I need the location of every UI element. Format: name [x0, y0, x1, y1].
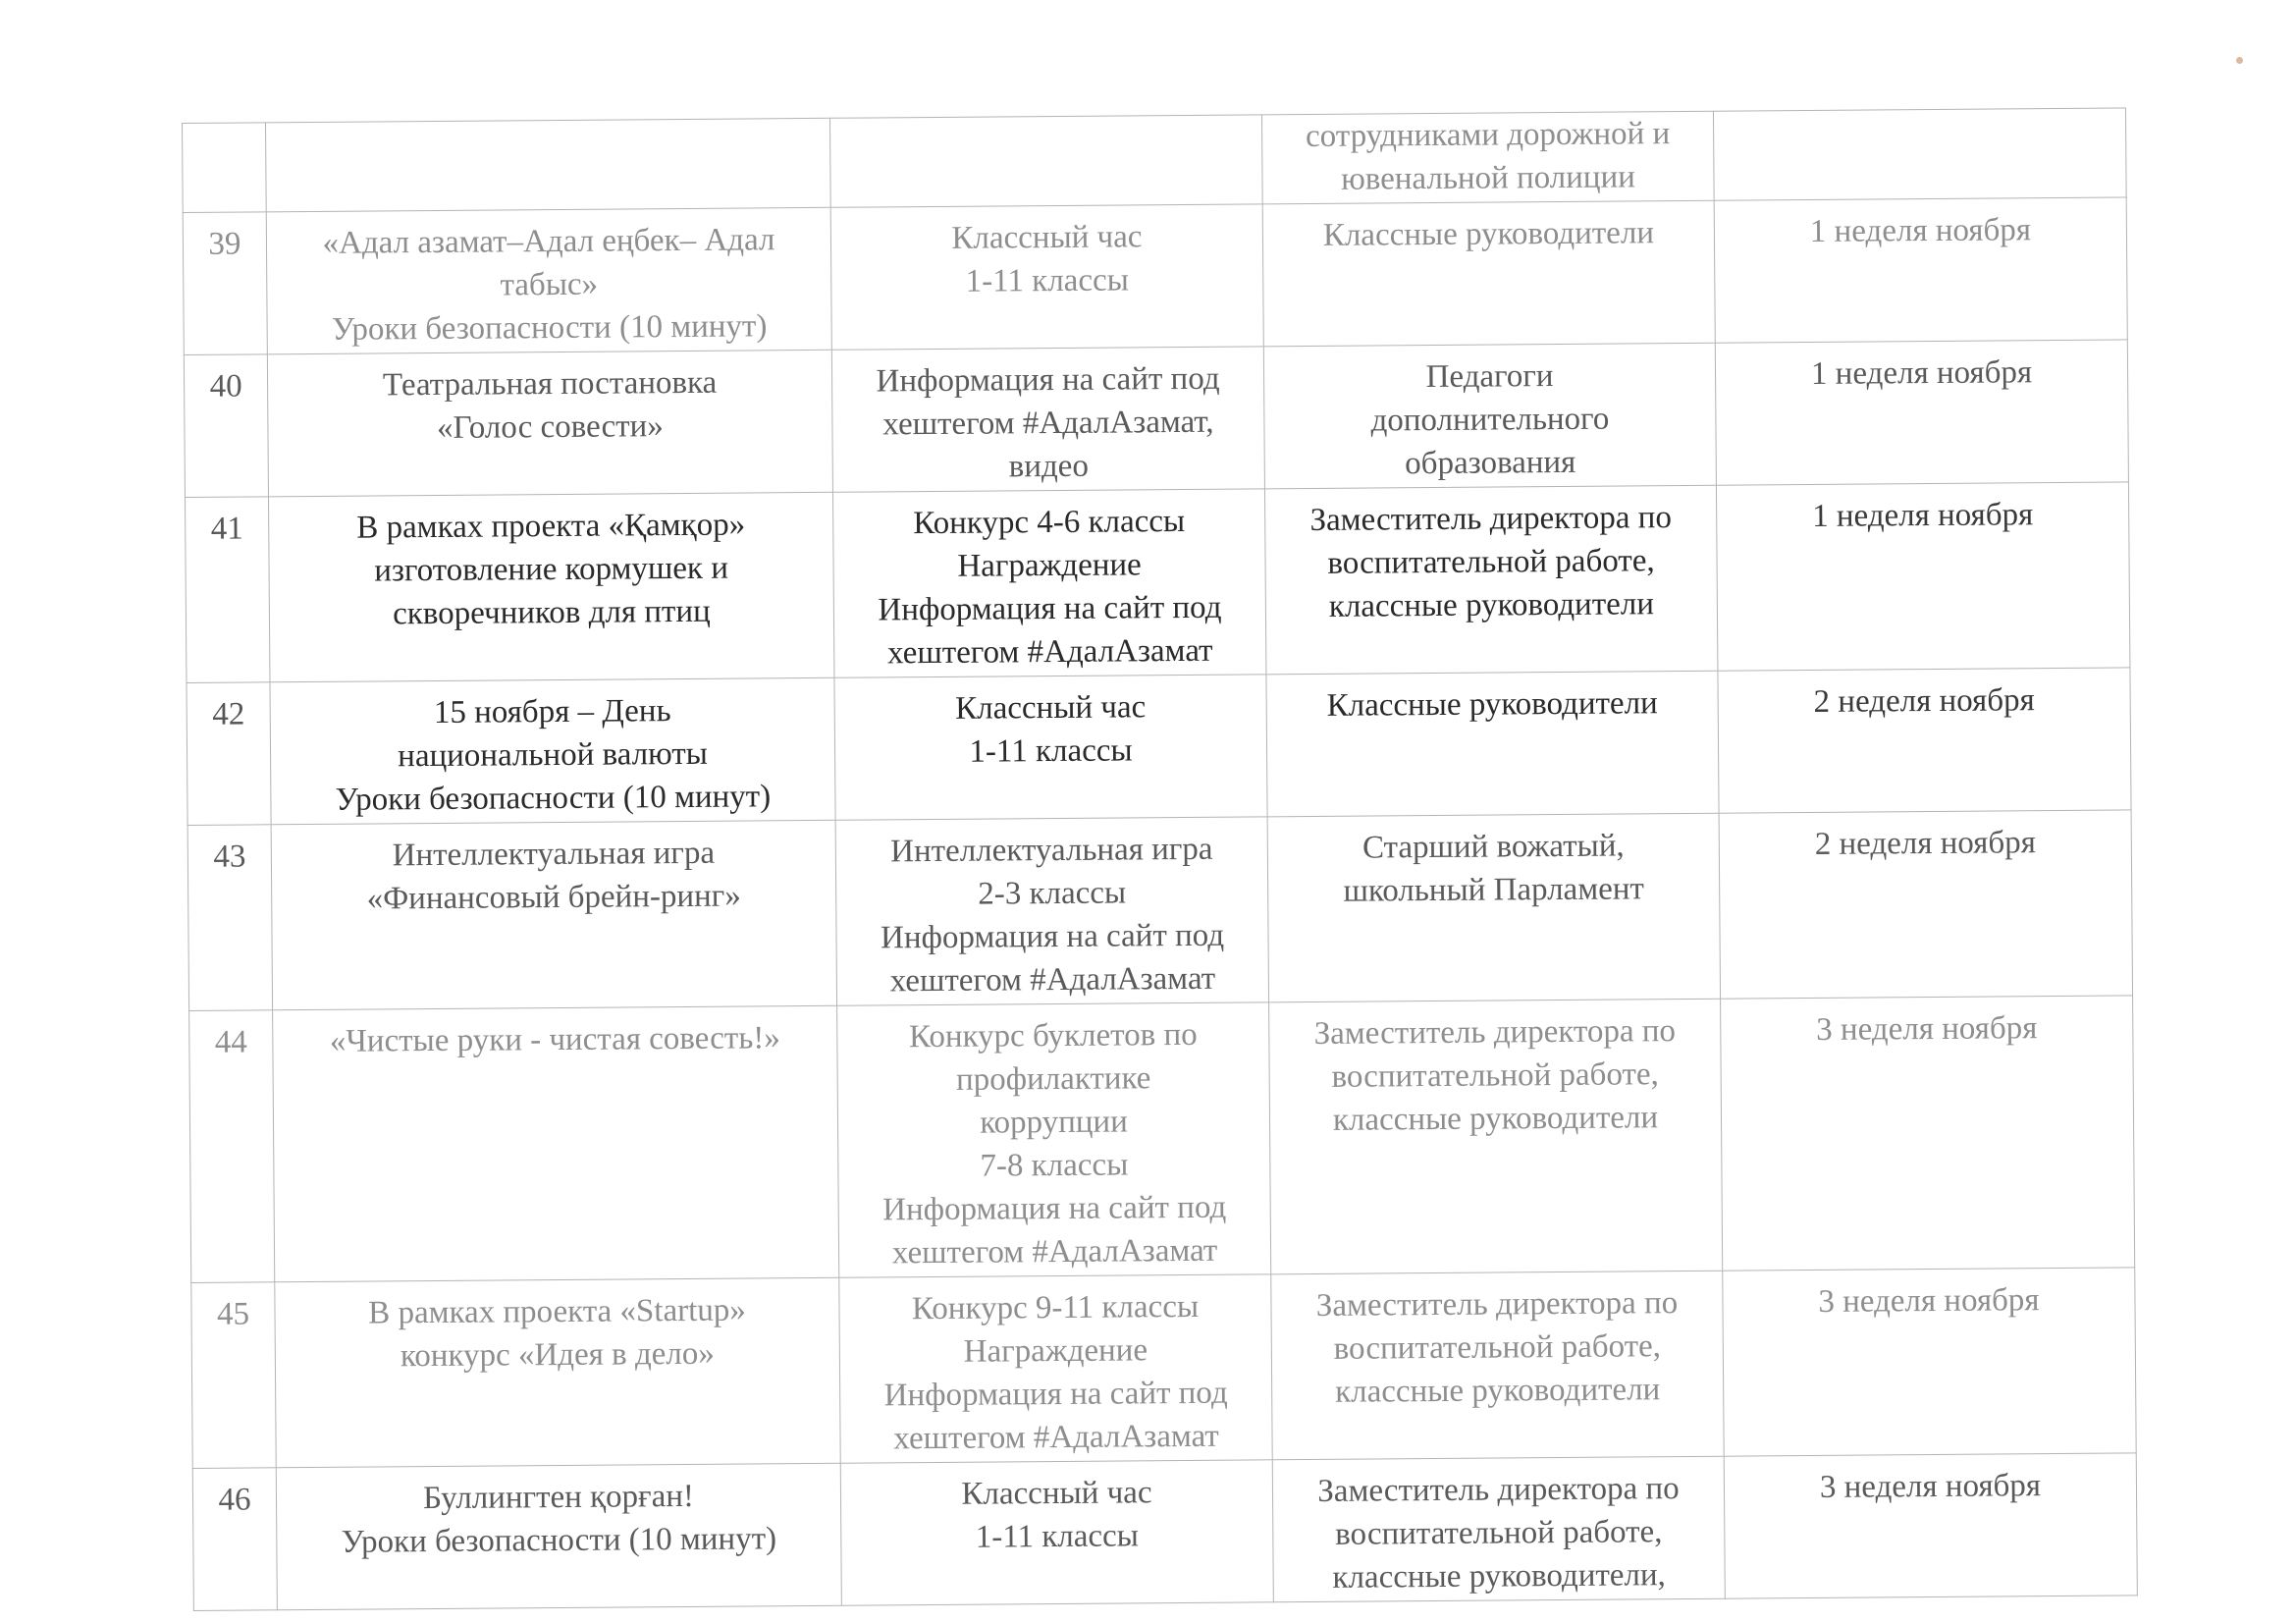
form-cell: Классный час 1-11 классы [830, 204, 1263, 350]
responsible-cell: Классные руководители [1262, 200, 1715, 347]
row-number: 43 [187, 825, 272, 1011]
table-row [183, 197, 2127, 355]
row-number: 41 [185, 497, 269, 683]
responsible-cell: Заместитель директора по воспитательной работе, классные руководители [1271, 1271, 1724, 1460]
row-number: 46 [192, 1468, 277, 1611]
date-cell: 3 неделя ноября [1723, 1268, 2136, 1456]
responsible-cell: Заместитель директора по воспитательной работе, классные руководители, [1272, 1456, 1725, 1602]
form-cell: Классный час 1-11 классы [834, 675, 1267, 820]
date-cell: 2 неделя ноября [1718, 668, 2131, 813]
responsible-cell: сотрудниками дорожной и ювенальной полиции [1261, 111, 1714, 204]
date-cell: 2 неделя ноября [1719, 810, 2132, 999]
row-number [183, 123, 267, 213]
event-cell: Театральная постановка «Голос совести» [267, 350, 832, 497]
table-row [187, 668, 2131, 826]
event-cell: Интеллектуальная игра «Финансовый брейн-ринг» [271, 820, 836, 1010]
date-cell [1713, 108, 2126, 200]
responsible-cell: Заместитель директора по воспитательной работе, классные руководители [1264, 485, 1717, 675]
form-cell: Интеллектуальная игра 2-3 классы Информация на сайт под хештегом #АдалАзамат [835, 817, 1268, 1005]
table-row [192, 1453, 2137, 1611]
form-cell: Конкурс 9-11 классы Награждение Информация на сайт под хештегом #АдалАзамат [839, 1274, 1272, 1463]
responsible-cell: Педагоги дополнительного образования [1263, 343, 1716, 489]
form-cell: Конкурс 4-6 классы Награждение Информация на сайт под хештегом #АдалАзамат [832, 489, 1265, 677]
event-cell: «Адал азамат–Адал еңбек– Адал табыс» Уроки безопасности (10 минут) [266, 207, 831, 354]
event-cell [266, 118, 831, 212]
form-cell: Классный час 1-11 классы [840, 1460, 1273, 1605]
form-cell: Информация на сайт под хештегом #АдалАзамат, видео [831, 347, 1264, 492]
row-number: 45 [191, 1282, 276, 1469]
event-cell: В рамках проекта «Startup» конкурс «Идея в дело» [275, 1277, 840, 1468]
event-cell: 15 ноября – День национальной валюты Уроки безопасности (10 минут) [270, 677, 835, 825]
form-cell: Конкурс буклетов по профилактике коррупции 7-8 классы Информация на сайт под хештегом #АдалАзамат [837, 1002, 1271, 1277]
table-row [191, 1268, 2136, 1469]
row-number: 42 [187, 682, 271, 826]
date-cell: 1 неделя ноября [1716, 482, 2129, 671]
date-cell: 1 неделя ноября [1715, 340, 2128, 485]
page-mark [2236, 57, 2243, 64]
event-cell: «Чистые руки - чистая совесть!» [273, 1005, 839, 1282]
event-cell: Буллингтен қорған! Уроки безопасности (10 минут) [276, 1463, 841, 1610]
responsible-cell: Заместитель директора по воспитательной работе, классные руководители [1269, 999, 1723, 1274]
table-row [189, 996, 2135, 1283]
responsible-cell: Классные руководители [1266, 671, 1719, 817]
row-number: 40 [184, 354, 268, 498]
form-cell [829, 115, 1262, 207]
responsible-cell: Старший вожатый, школьный Парламент [1267, 813, 1720, 1002]
date-cell: 3 неделя ноября [1724, 1453, 2137, 1598]
date-cell: 3 неделя ноября [1721, 996, 2135, 1271]
event-cell: В рамках проекта «Қамқор» изготовление кормушек и скворечников для птиц [268, 492, 833, 682]
row-number: 44 [189, 1010, 275, 1283]
table-row [184, 340, 2128, 498]
row-number: 39 [183, 212, 267, 355]
table-row [185, 482, 2129, 683]
date-cell: 1 неделя ноября [1714, 197, 2127, 343]
table-row [183, 108, 2127, 213]
schedule-table [182, 107, 2138, 1611]
table-row [187, 810, 2132, 1011]
